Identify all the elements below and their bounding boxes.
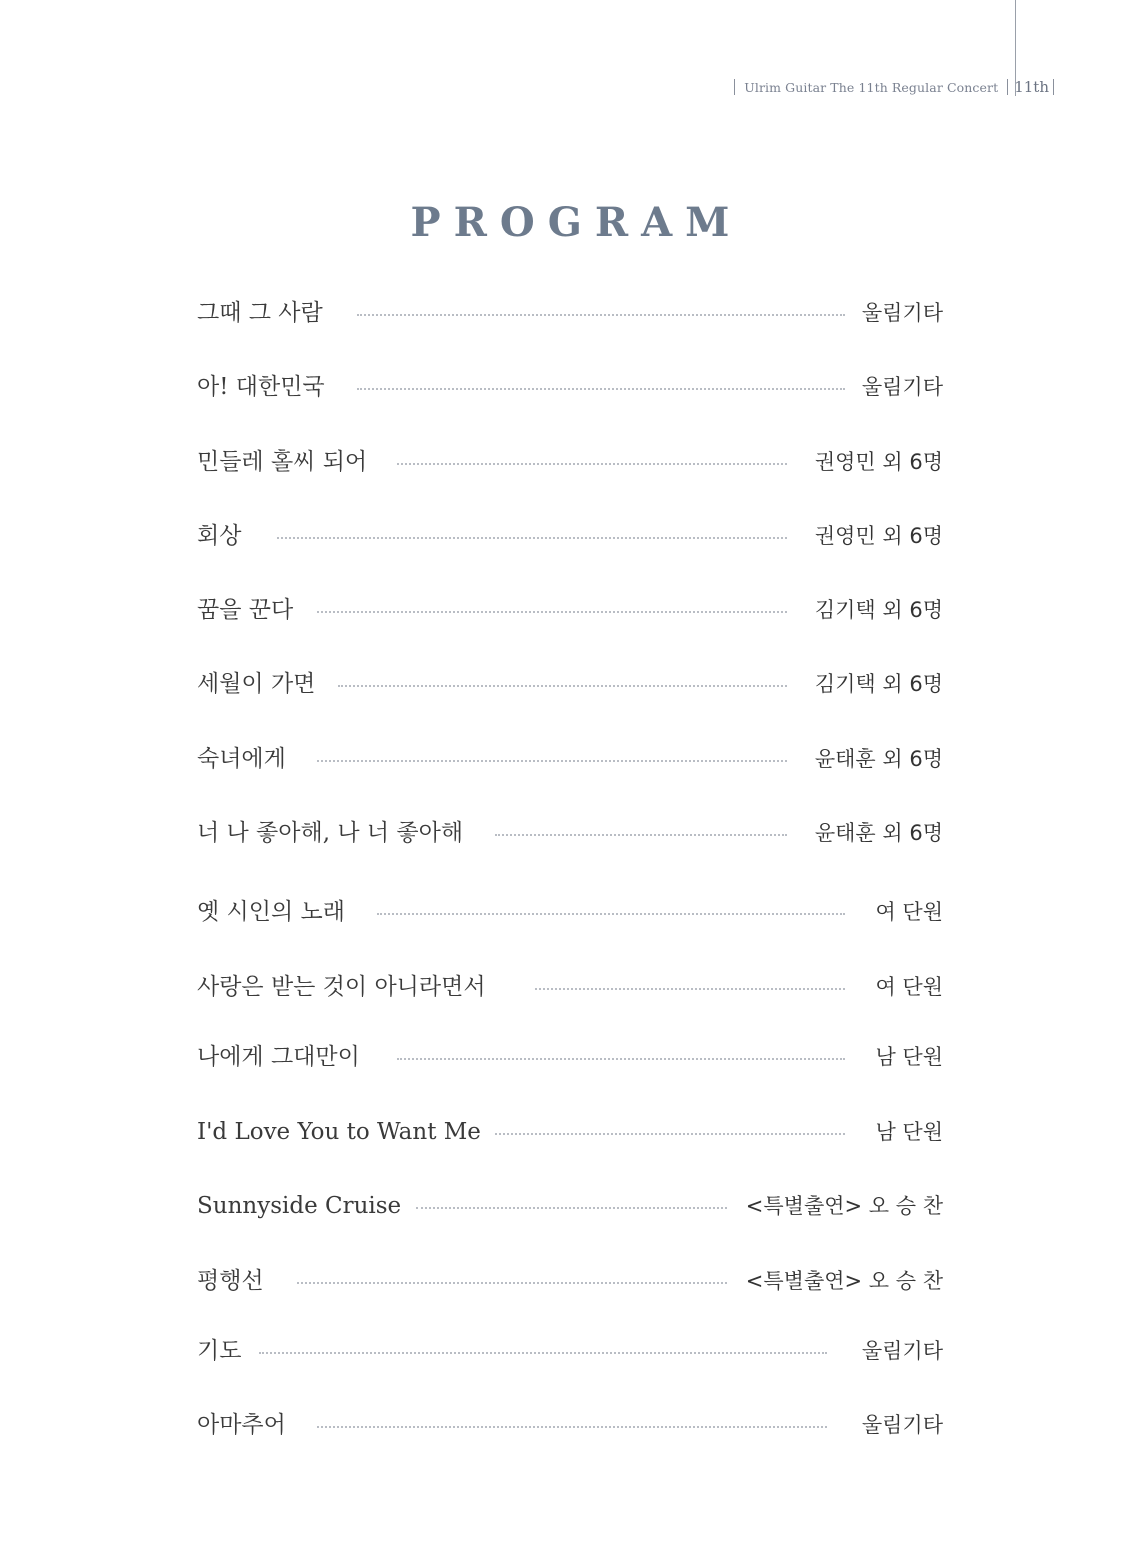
- song-title: 꿈을 꾼다: [197, 597, 294, 623]
- program-row: [197, 739, 943, 779]
- dot-leader: [357, 388, 845, 390]
- program-row: [197, 664, 943, 704]
- dot-leader: [495, 834, 787, 836]
- program-row: [197, 1186, 943, 1226]
- dot-leader: [535, 988, 845, 990]
- performer-name: 울림기타: [861, 301, 943, 325]
- performer-name: 남 단원: [875, 1045, 943, 1069]
- program-row: [197, 1112, 943, 1152]
- page-title: PROGRAM: [410, 198, 743, 246]
- performer-name: 김기택 외 6명: [814, 672, 943, 696]
- dot-leader: [317, 1426, 827, 1428]
- song-title: 아! 대한민국: [197, 374, 325, 400]
- program-row: [197, 892, 943, 932]
- header-divider: [1007, 79, 1008, 95]
- dot-leader: [317, 611, 787, 613]
- song-title: 회상: [197, 523, 242, 549]
- song-title: 세월이 가면: [197, 671, 316, 697]
- song-title: 민들레 홀씨 되어: [197, 449, 368, 475]
- song-title: 나에게 그대만이: [197, 1044, 360, 1070]
- song-title: 사랑은 받는 것이 아니라면서: [197, 974, 486, 1000]
- edition-label: 11th: [1014, 78, 1049, 96]
- performer-name: 울림기타: [861, 1413, 943, 1437]
- performer-name: 남 단원: [875, 1120, 943, 1144]
- performer-name: <특별출연> 오 승 찬: [745, 1269, 943, 1293]
- song-title: 평행선: [197, 1268, 264, 1294]
- dot-leader: [397, 463, 787, 465]
- dot-leader: [397, 1058, 845, 1060]
- performer-name: <특별출연> 오 승 찬: [745, 1194, 943, 1218]
- performer-name: 김기택 외 6명: [814, 598, 943, 622]
- concert-title: Ulrim Guitar The 11th Regular Concert: [744, 79, 999, 95]
- dot-leader: [338, 685, 787, 687]
- performer-name: 여 단원: [875, 975, 943, 999]
- dot-leader: [416, 1207, 727, 1209]
- program-row: [197, 442, 943, 482]
- song-title: 숙녀에게: [197, 746, 286, 772]
- performer-name: 권영민 외 6명: [814, 524, 943, 548]
- performer-name: 윤태훈 외 6명: [814, 821, 943, 845]
- performer-name: 울림기타: [861, 1339, 943, 1363]
- song-title: 기도: [197, 1338, 242, 1364]
- program-row: [197, 590, 943, 630]
- program-row: [197, 1037, 943, 1077]
- program-row: [197, 293, 943, 333]
- program-row: [197, 1331, 943, 1371]
- performer-name: 윤태훈 외 6명: [814, 747, 943, 771]
- dot-leader: [377, 913, 845, 915]
- song-title: 옛 시인의 노래: [197, 899, 345, 925]
- program-row: [197, 967, 943, 1007]
- song-title: 아마추어: [197, 1412, 286, 1438]
- song-title: 그때 그 사람: [197, 300, 323, 326]
- performer-name: 여 단원: [875, 900, 943, 924]
- song-title: Sunnyside Cruise: [197, 1193, 402, 1219]
- dot-leader: [317, 760, 787, 762]
- dot-leader: [357, 314, 845, 316]
- song-title: I'd Love You to Want Me: [197, 1119, 481, 1145]
- header-divider: [1053, 79, 1054, 95]
- song-title: 너 나 좋아해, 나 너 좋아해: [197, 820, 464, 846]
- dot-leader: [297, 1282, 727, 1284]
- program-list: [197, 0, 943, 1566]
- program-row: [197, 813, 943, 853]
- dot-leader: [277, 537, 787, 539]
- performer-name: 권영민 외 6명: [814, 450, 943, 474]
- program-row: [197, 1405, 943, 1445]
- performer-name: 울림기타: [861, 375, 943, 399]
- program-row: [197, 516, 943, 556]
- program-row: [197, 367, 943, 407]
- dot-leader: [495, 1133, 845, 1135]
- dot-leader: [259, 1352, 827, 1354]
- program-row: [197, 1261, 943, 1301]
